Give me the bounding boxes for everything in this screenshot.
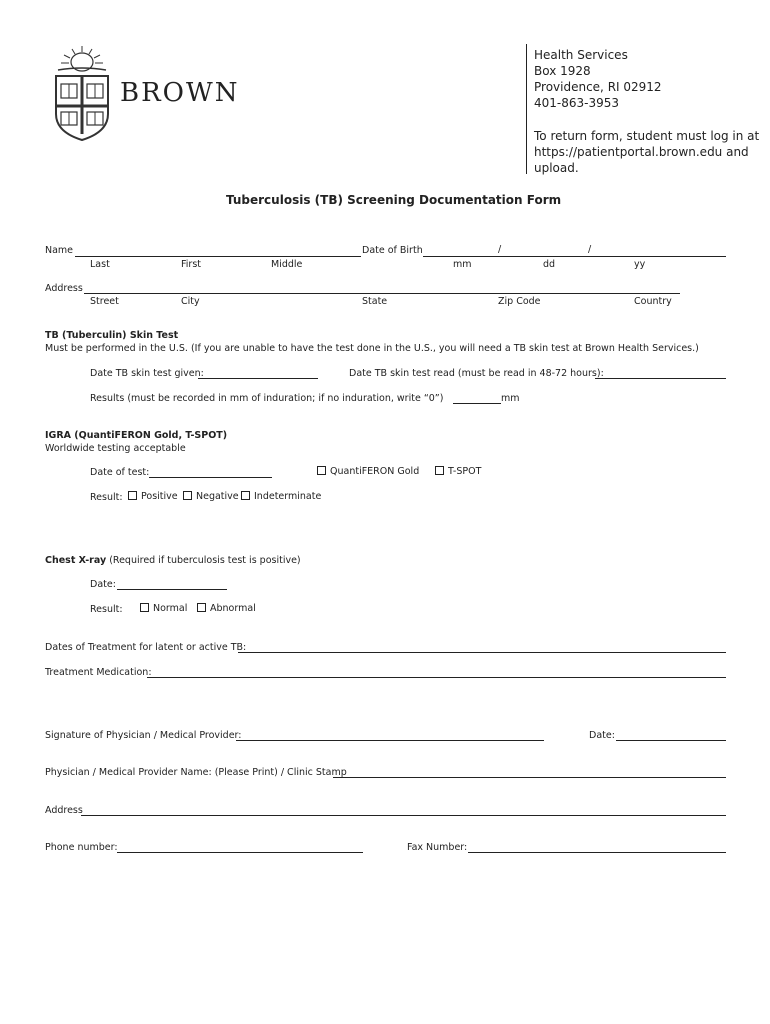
dob-field[interactable] — [423, 256, 726, 257]
brown-university-shield-icon — [52, 44, 112, 142]
phone-label: Phone number: — [45, 842, 118, 853]
igra-indeterminate-label: Indeterminate — [254, 491, 322, 502]
treatment-dates-field[interactable] — [238, 652, 726, 653]
igra-tspot-label: T-SPOT — [448, 466, 482, 477]
igra-quanti-label: QuantiFERON Gold — [330, 466, 420, 477]
igra-opt-negative[interactable] — [183, 491, 239, 502]
name-label: Name — [45, 245, 74, 256]
igra-result-label: Result: — [90, 492, 123, 503]
xray-opt-abnormal[interactable] — [197, 603, 256, 614]
treatment-medication-field[interactable] — [147, 677, 726, 678]
brown-logo — [52, 44, 242, 144]
sub-first: First — [181, 259, 201, 270]
signature-date-label: Date: — [589, 730, 615, 741]
sub-dd: dd — [543, 259, 556, 270]
signature-date-field[interactable] — [616, 740, 726, 741]
dob-slash-2: / — [588, 244, 592, 255]
sub-yy: yy — [634, 259, 646, 270]
igra-negative-label: Negative — [196, 491, 239, 502]
sub-state: State — [362, 296, 388, 307]
igra-positive-label: Positive — [141, 491, 178, 502]
tb-read-field[interactable] — [595, 378, 726, 379]
sub-middle: Middle — [271, 259, 303, 270]
office-phone: 401-863-3953 — [534, 96, 620, 110]
tb-results-field[interactable] — [453, 403, 501, 404]
igra-note: Worldwide testing acceptable — [45, 443, 186, 454]
xray-heading: Chest X-ray — [45, 555, 107, 566]
sub-last: Last — [90, 259, 110, 270]
tb-given-field[interactable] — [198, 378, 318, 379]
xray-normal-label: Normal — [153, 603, 188, 614]
treatment-dates-label: Dates of Treatment for latent or active TB: — [45, 642, 247, 653]
header-divider — [526, 44, 527, 174]
address-label: Address — [45, 283, 83, 294]
igra-opt-quanti[interactable] — [317, 466, 419, 477]
tb-given-label: Date TB skin test given: — [90, 368, 204, 379]
provider-address-field[interactable] — [81, 815, 726, 816]
return-note-line3: upload. — [534, 161, 579, 175]
sub-mm: mm — [453, 259, 472, 270]
checkbox-icon — [317, 466, 326, 475]
return-note-line2: https://patientportal.brown.edu and — [534, 145, 749, 159]
igra-opt-tspot[interactable] — [435, 466, 481, 477]
xray-heading-row — [45, 555, 301, 566]
igra-date-field[interactable] — [149, 477, 272, 478]
sub-city: City — [181, 296, 200, 307]
phone-field[interactable] — [117, 852, 363, 853]
fax-label: Fax Number: — [407, 842, 468, 853]
xray-date-label: Date: — [90, 579, 116, 590]
checkbox-icon — [435, 466, 444, 475]
fax-field[interactable] — [468, 852, 726, 853]
tb-skin-heading: TB (Tuberculin) Skin Test — [45, 330, 179, 341]
tb-skin-note: Must be performed in the U.S. (If you are unable to have the test done in the U.S., you will need a TB skin test at Brown Health Services.) — [45, 343, 699, 354]
xray-result-label: Result: — [90, 604, 123, 615]
signature-label: Signature of Physician / Medical Provider: — [45, 730, 242, 741]
provider-name-label: Physician / Medical Provider Name: (Please Print) / Clinic Stamp — [45, 767, 347, 778]
checkbox-icon — [241, 491, 250, 500]
checkbox-icon — [140, 603, 149, 612]
sub-street: Street — [90, 296, 119, 307]
xray-opt-normal[interactable] — [140, 603, 187, 614]
sub-zip: Zip Code — [498, 296, 541, 307]
tb-results-label: Results (must be recorded in mm of induration; if no induration, write “0”) — [90, 393, 444, 404]
office-city: Providence, RI 02912 — [534, 80, 662, 94]
name-field[interactable] — [75, 256, 361, 257]
igra-heading: IGRA (QuantiFERON Gold, T-SPOT) — [45, 430, 228, 441]
igra-opt-positive[interactable] — [128, 491, 178, 502]
signature-field[interactable] — [236, 740, 544, 741]
sub-country: Country — [634, 296, 672, 307]
office-name: Health Services — [534, 48, 628, 62]
checkbox-icon — [128, 491, 137, 500]
xray-note: (Required if tuberculosis test is positive) — [109, 555, 301, 566]
provider-name-field[interactable] — [333, 777, 726, 778]
dob-slash-1: / — [498, 244, 502, 255]
dob-label: Date of Birth — [362, 245, 423, 256]
checkbox-icon — [183, 491, 192, 500]
xray-abnormal-label: Abnormal — [210, 603, 256, 614]
form-title: Tuberculosis (TB) Screening Documentation Form — [226, 193, 562, 207]
tb-mm-label: mm — [501, 393, 520, 404]
provider-address-label: Address — [45, 805, 83, 816]
office-box: Box 1928 — [534, 64, 591, 78]
tb-read-label: Date TB skin test read (must be read in 48-72 hours): — [349, 368, 604, 379]
return-note-line1: To return form, student must log in at — [534, 129, 760, 143]
treatment-medication-label: Treatment Medication: — [45, 667, 152, 678]
address-field[interactable] — [84, 293, 680, 294]
checkbox-icon — [197, 603, 206, 612]
igra-date-label: Date of test: — [90, 467, 150, 478]
logo-wordmark: BROWN — [120, 78, 240, 108]
igra-opt-indeterminate[interactable] — [241, 491, 321, 502]
xray-date-field[interactable] — [117, 589, 227, 590]
